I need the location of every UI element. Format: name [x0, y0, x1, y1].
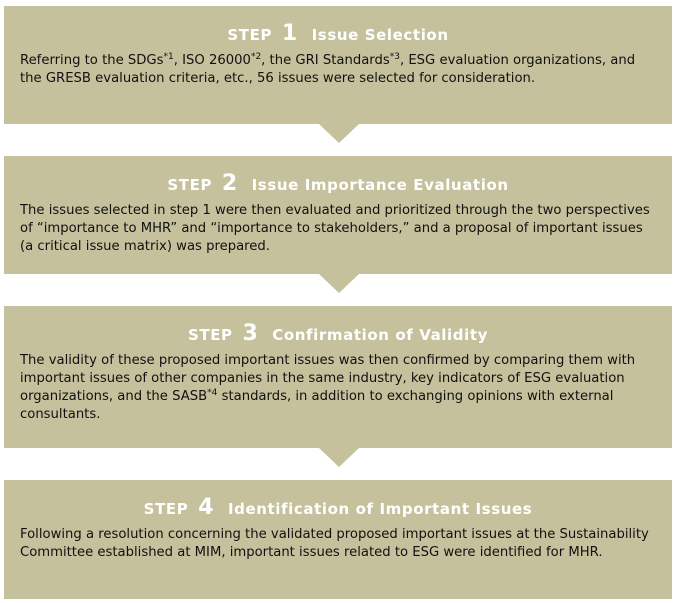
step-heading: Confirmation of Validity: [272, 326, 489, 344]
body-text: Following a resolution concerning the validated proposed important issues at the Sustainability Committee established at MIM, important issues related to ESG were identified for MHR.: [20, 527, 649, 560]
step-number: 2: [221, 171, 238, 196]
body-text: Referring to the SDGs: [20, 53, 164, 68]
step-label: STEP: [187, 326, 233, 344]
step-number: 3: [242, 321, 259, 346]
body-text: , ESG evaluation organizations, and the GRESB evaluation criteria, etc., 56 issues were selected for consideration.: [20, 53, 636, 86]
step-4-description: [20, 526, 656, 562]
step-3-title: [20, 323, 656, 346]
body-text: The issues selected in step 1 were then evaluated and prioritized through the two perspectives of “importance to MHR” and “importance to stakeholders,” and a proposal of important issues (a critical issue matrix) was prepared.: [20, 203, 650, 254]
step-label: STEP: [227, 26, 273, 44]
body-text: standards, in addition to exchanging opinions with external consultants.: [20, 389, 614, 422]
footnote-mark: *3: [389, 52, 400, 62]
footnote-mark: *1: [163, 52, 174, 62]
step-label: STEP: [143, 500, 189, 518]
step-1-description: [20, 52, 656, 88]
step-label: STEP: [167, 176, 213, 194]
step-4-box: [4, 480, 672, 599]
down-arrow-icon: [319, 124, 359, 143]
step-3-box: [4, 306, 672, 448]
step-1-box: [4, 6, 672, 124]
footnote-mark: *2: [250, 52, 262, 62]
step-number: 4: [198, 495, 215, 520]
step-2-title: [20, 173, 656, 196]
body-text: , ISO 26000: [173, 53, 251, 68]
step-3-description: [20, 352, 656, 424]
down-arrow-icon: [319, 448, 359, 467]
step-heading: Issue Selection: [311, 26, 449, 44]
body-text: , the GRI Standards: [261, 53, 390, 68]
body-text: The validity of these proposed important issues was then confirmed by comparing them with important issues of other companies in the same industry, key indicators of ESG evaluation organizations, and the SASB: [20, 353, 636, 404]
step-4-title: [20, 497, 656, 520]
step-2-description: [20, 202, 656, 256]
step-number: 1: [281, 21, 298, 46]
step-heading: Issue Importance Evaluation: [251, 176, 509, 194]
footnote-mark: *4: [207, 388, 218, 398]
step-2-box: [4, 156, 672, 274]
step-1-title: [20, 23, 656, 46]
step-heading: Identification of Important Issues: [227, 500, 533, 518]
down-arrow-icon: [319, 274, 359, 293]
